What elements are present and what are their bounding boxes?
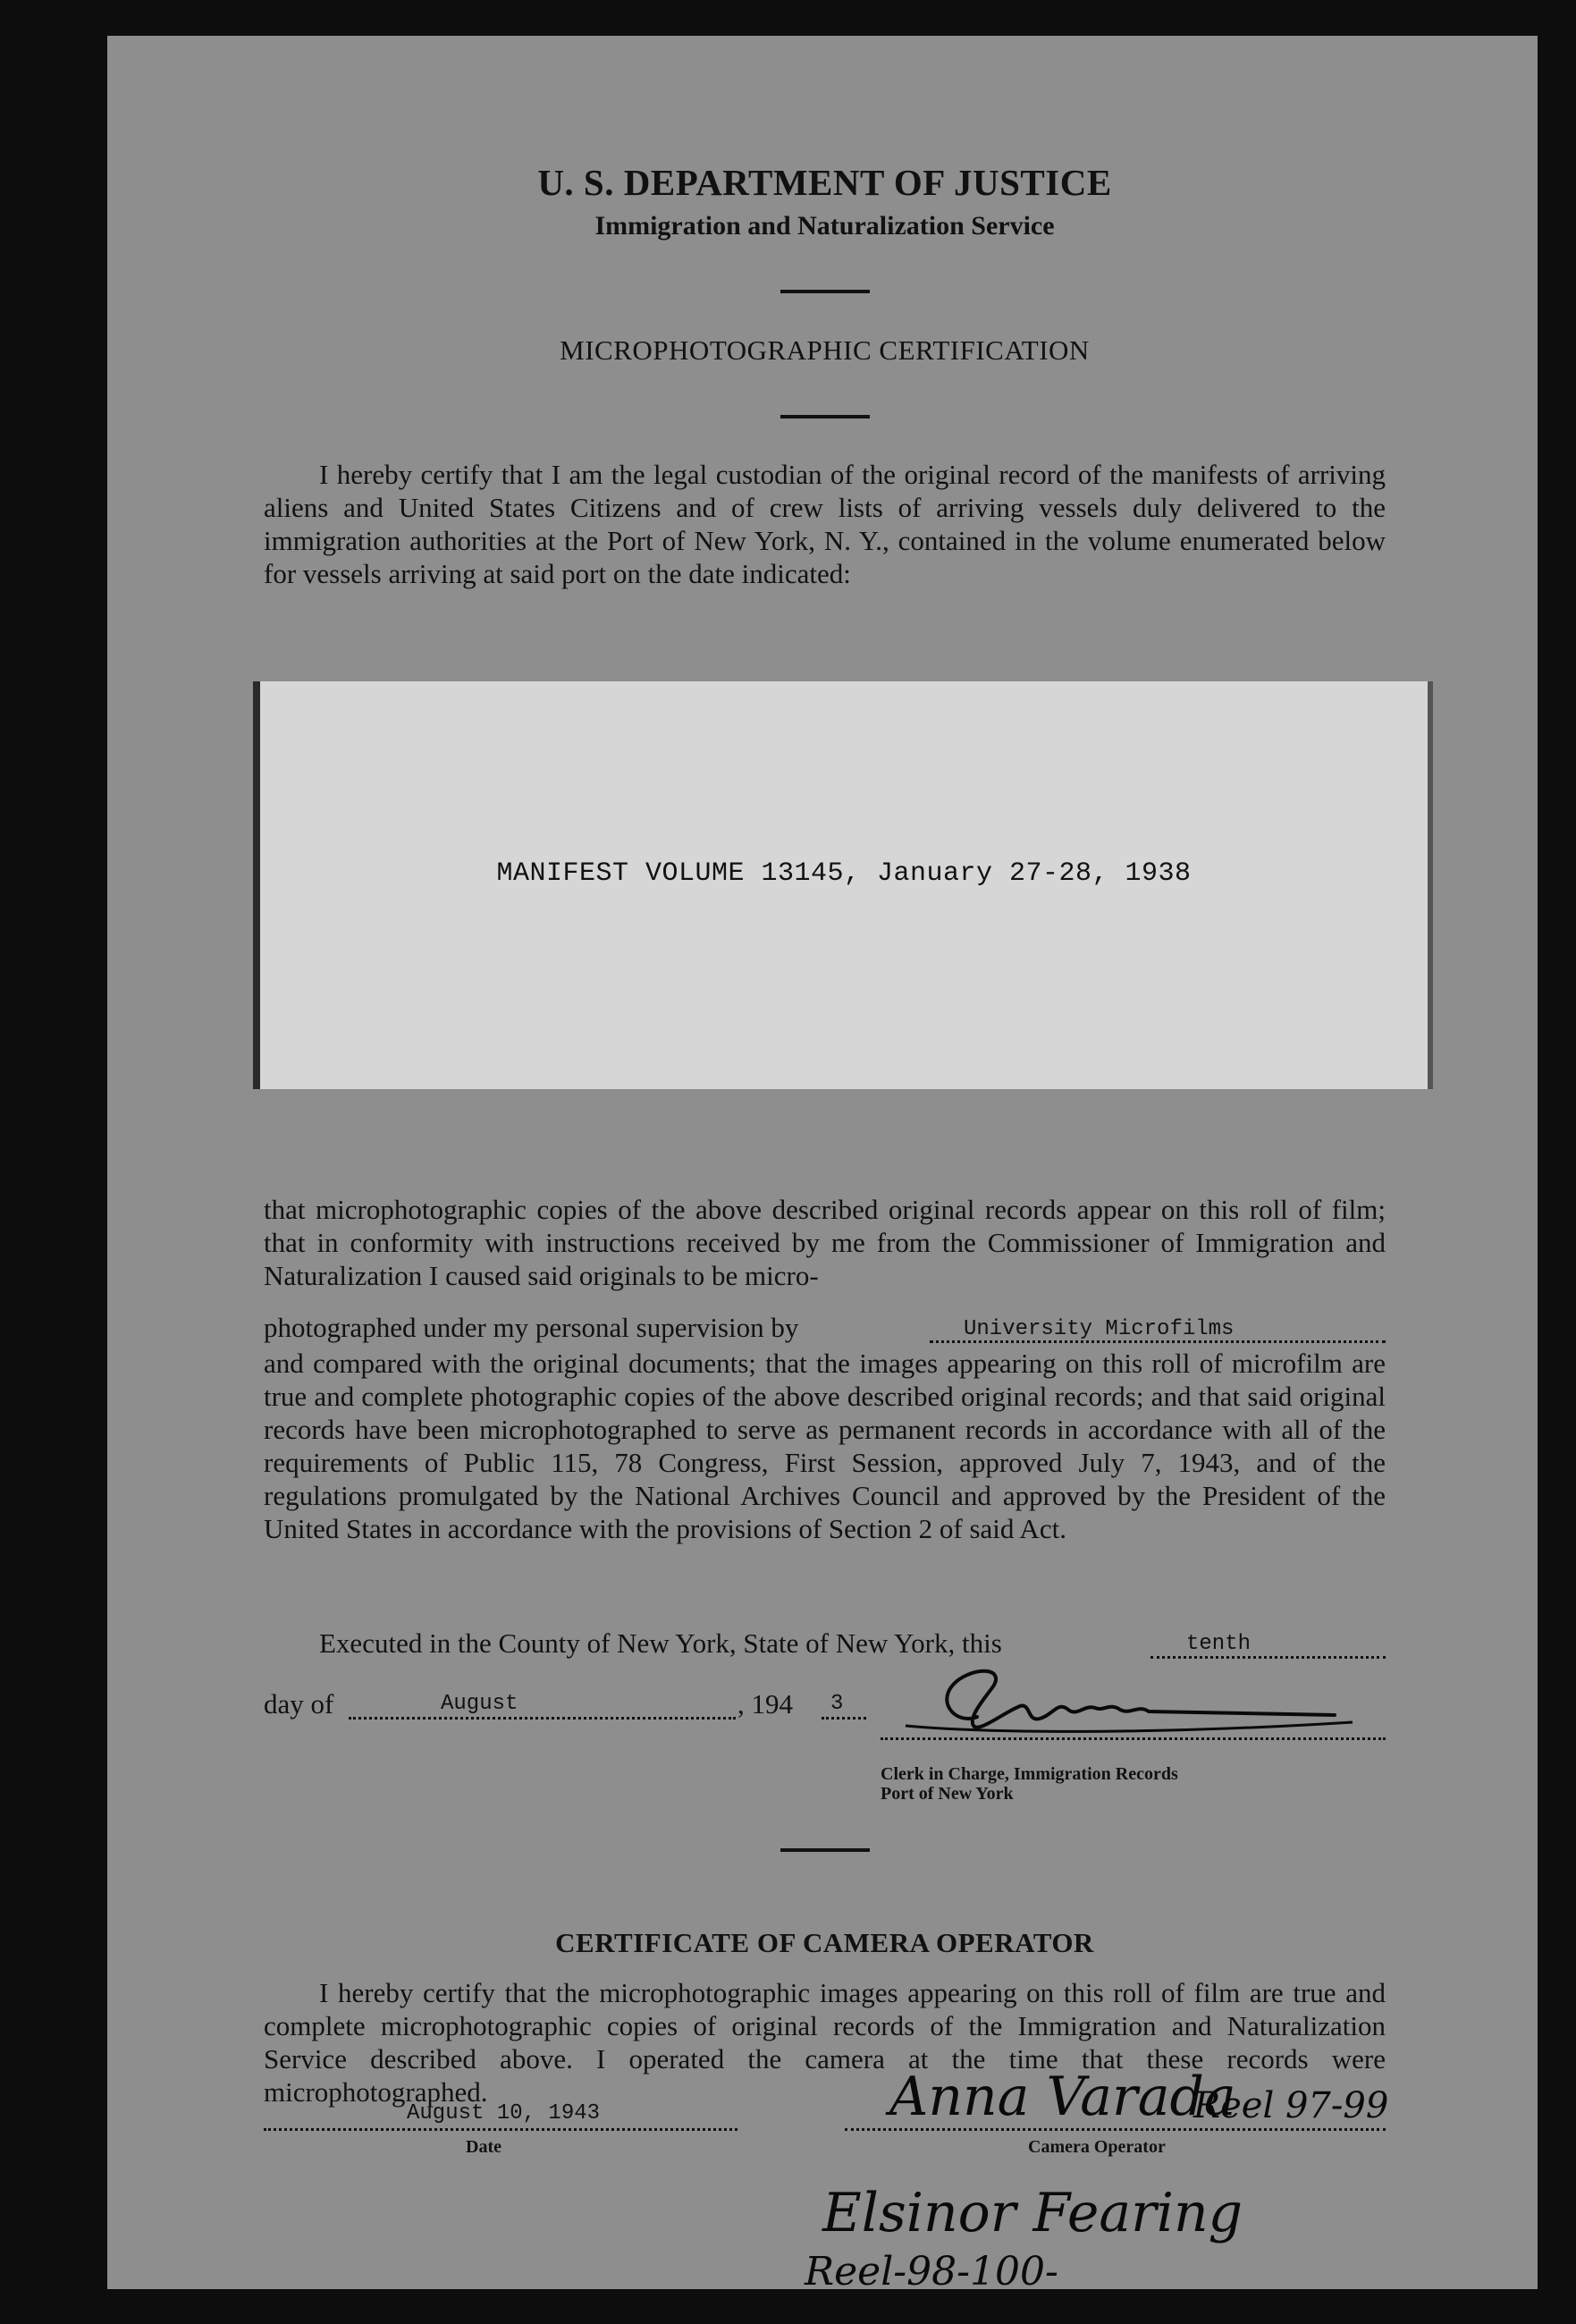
clerk-title: Clerk in Charge, Immigration Records <box>881 1764 1178 1784</box>
second-operator-signature: Elsinor Fearing <box>822 2182 1243 2244</box>
clerk-place: Port of New York <box>881 1784 1014 1804</box>
executed-line <box>319 1627 1002 1660</box>
year-prefix: , 194 <box>737 1688 793 1720</box>
executed-label: Executed in the County of New York, State of New York, this <box>319 1627 1002 1659</box>
divider <box>780 415 870 418</box>
divider <box>780 290 870 293</box>
supervision-label: photographed under my personal supervision by <box>264 1312 799 1343</box>
clerk-signature-line <box>881 1737 1386 1740</box>
manifest-slip <box>253 681 1433 1089</box>
month-fill-line <box>349 1717 736 1720</box>
certification-title: MICROPHOTOGRAPHIC CERTIFICATION <box>560 334 1090 366</box>
intro-paragraph: I hereby certify that I am the legal custodian of the original record of the manifests of arriving aliens and United States Citizens and of crew lists of arriving vessels duly delivered to the immigration authorities at the Port of New York, N. Y., contained in the volume enumerated below for vessels arriving at said port on the date indicated: <box>264 459 1386 589</box>
camera-operator-title: CERTIFICATE OF CAMERA OPERATOR <box>555 1927 1094 1958</box>
executed-fill-line <box>1150 1656 1386 1659</box>
camera-operator-paragraph: I hereby certify that the microphotographic images appearing on this roll of film are true and complete microphotographic copies of original records of the Immigration and Naturalization Service described above. I operated the camera at the time that these records were microphotographed. <box>264 1977 1386 2108</box>
body-rest-paragraph: and compared with the original documents; that the images appearing on this roll of microfilm are true and complete photographic copies of the above described original records; and that said original records have been microphotographed to serve as permanent records in accordance with all of the requirements of Public 115, 78 Congress, First Session, approved July 7, 1943, and of the regulations promulgated by the National Archives Council and approved by the President of the United States in accordance with the provisions of Section 2 of said Act. <box>264 1348 1386 1544</box>
camera-operator-line <box>845 2128 1386 2131</box>
clerk-signature <box>870 1663 1370 1744</box>
divider <box>780 1848 870 1852</box>
supervisor-name: University Microfilms <box>964 1317 1235 1341</box>
department-title: U. S. DEPARTMENT OF JUSTICE <box>537 162 1112 203</box>
year-fill-line <box>822 1717 866 1720</box>
manifest-volume-text: MANIFEST VOLUME 13145, January 27-28, 1938 <box>496 858 1192 889</box>
day-of-label: day of <box>264 1688 334 1720</box>
camera-operator-label: Camera Operator <box>1028 2137 1166 2157</box>
date-label: Date <box>466 2137 501 2157</box>
certificate-page <box>107 36 1538 2289</box>
date-line <box>264 2128 737 2131</box>
operator-signature: Anna Varada <box>889 2066 1236 2128</box>
executed-day: tenth <box>1186 1632 1252 1656</box>
camera-date-value: August 10, 1943 <box>407 2101 601 2125</box>
year-digit: 3 <box>830 1692 844 1716</box>
service-subtitle: Immigration and Naturalization Service <box>594 211 1055 241</box>
operator-reel-note: Reel 97-99 <box>1193 2085 1389 2126</box>
month-value: August <box>441 1692 518 1716</box>
body-lead-paragraph: that microphotographic copies of the above described original records appear on this roll of film; that in conformity with instructions received by me from the Commissioner of Immigration and Naturalization I caused said originals to be micro- <box>264 1194 1386 1291</box>
second-reel-note: Reel-98-100- <box>805 2249 1058 2289</box>
